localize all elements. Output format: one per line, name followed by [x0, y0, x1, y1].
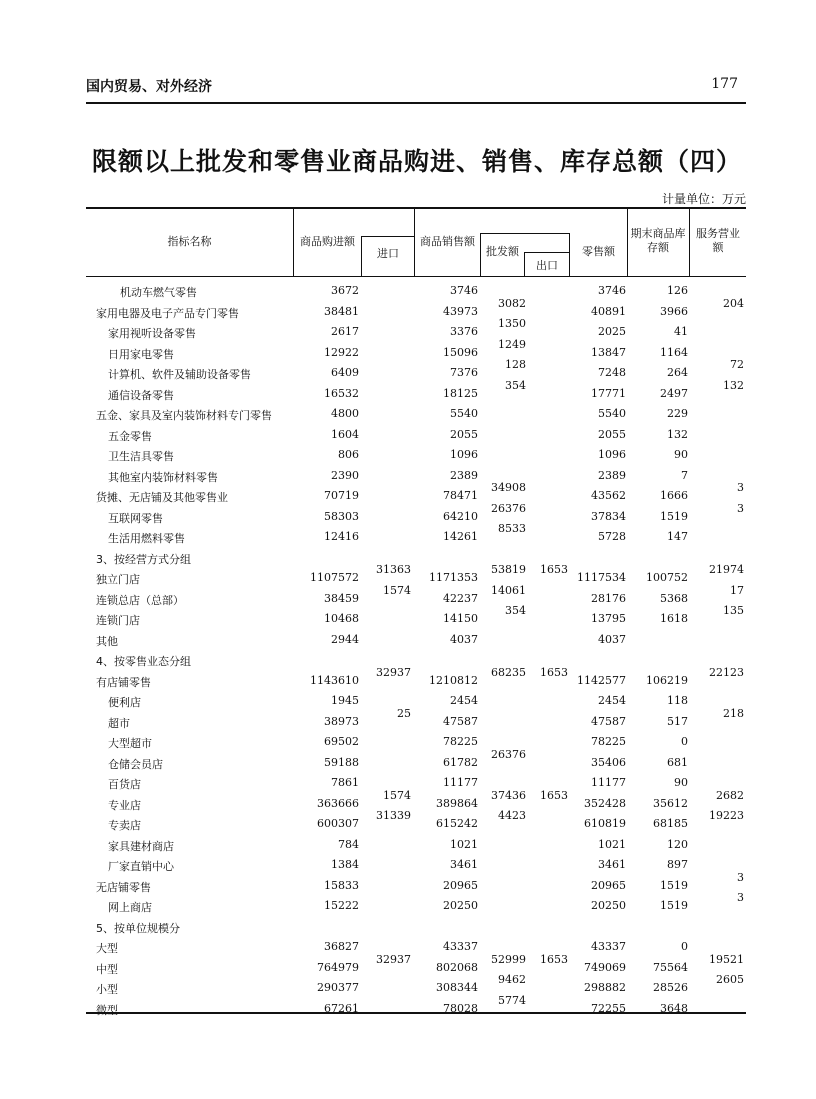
cell-wholesale: 1350	[498, 317, 526, 330]
row-label: 生活用燃料零售	[108, 532, 185, 545]
row-label: 大型超市	[108, 737, 152, 750]
cell-inventory: 517	[667, 714, 688, 728]
row-label: 家具建材商店	[108, 839, 174, 853]
cell-sales: 7376	[450, 366, 478, 379]
table-row	[86, 358, 746, 383]
col-header-import: 进口	[377, 247, 399, 260]
cell-sales: 64210	[443, 509, 478, 523]
table-row	[86, 378, 746, 404]
cell-sales: 15096	[443, 345, 478, 359]
cell-inventory: 41	[674, 325, 688, 338]
cell-sales: 47587	[443, 714, 478, 728]
cell-retail: 2055	[598, 427, 626, 441]
cell-purchase: 38459	[324, 591, 359, 605]
table-row	[86, 425, 746, 445]
col-header-name: 指标名称	[167, 235, 212, 248]
cell-inventory: 1666	[660, 489, 688, 502]
cell-purchase: 784	[338, 837, 359, 851]
row-label: 机动车燃气零售	[120, 286, 197, 299]
cell-sales: 2454	[450, 694, 478, 707]
cell-wholesale: 354	[505, 378, 526, 392]
cell-sales: 615242	[436, 817, 478, 830]
row-label: 互联网零售	[108, 511, 163, 525]
cell-service: 135	[723, 604, 744, 617]
table-row	[86, 445, 746, 465]
cell-sales: 802068	[436, 960, 478, 974]
table-row	[86, 501, 746, 527]
cell-service: 3	[737, 891, 744, 904]
cell-wholesale: 3082	[498, 296, 526, 310]
col-header-retail: 零售额	[582, 245, 615, 258]
cell-inventory: 118	[667, 694, 688, 707]
cell-retail: 17771	[591, 386, 626, 400]
cell-sales: 2055	[450, 427, 478, 441]
page-number: 177	[711, 76, 738, 92]
cell-service: 72	[730, 358, 744, 371]
wholesale-rule	[480, 233, 569, 234]
col-header-wholesale: 批发额	[486, 245, 519, 258]
table-row	[86, 747, 746, 773]
cell-sales: 14150	[443, 612, 478, 625]
cell-sales: 1171353	[429, 571, 478, 584]
cell-purchase: 2944	[331, 632, 359, 646]
cell-import: 32937	[376, 952, 411, 966]
row-label: 独立门店	[96, 573, 140, 586]
cell-sales: 43337	[443, 940, 478, 953]
cell-retail: 40891	[591, 304, 626, 318]
cell-inventory: 5368	[660, 591, 688, 605]
table-row	[86, 317, 746, 342]
cell-inventory: 35612	[653, 796, 688, 810]
cell-inventory: 0	[681, 735, 688, 748]
cell-purchase: 764979	[317, 960, 359, 974]
cell-inventory: 1164	[660, 345, 688, 359]
cell-sales: 20250	[443, 899, 478, 912]
cell-retail: 11177	[591, 776, 626, 789]
cell-service: 3	[737, 501, 744, 515]
row-label: 网上商店	[108, 901, 152, 914]
cell-export: 1653	[540, 952, 568, 966]
cell-inventory: 100752	[646, 571, 688, 584]
cell-sales: 18125	[443, 386, 478, 400]
cell-purchase: 2390	[331, 468, 359, 482]
cell-service: 3	[737, 481, 744, 494]
row-label: 厂家直销中心	[108, 860, 174, 873]
cell-service: 132	[723, 378, 744, 392]
cell-import: 1574	[383, 583, 411, 597]
table-top-rule	[86, 207, 746, 209]
cell-purchase: 3672	[331, 284, 359, 297]
row-label: 卫生洁具零售	[108, 450, 174, 463]
cell-inventory: 1519	[660, 878, 688, 892]
cell-inventory: 2497	[660, 386, 688, 400]
cell-sales: 3746	[450, 284, 478, 297]
cell-retail: 1096	[598, 448, 626, 461]
cell-service: 2682	[716, 788, 744, 802]
cell-inventory: 1618	[660, 612, 688, 625]
table-row	[86, 466, 746, 486]
cell-purchase: 69502	[324, 735, 359, 748]
table-row	[86, 404, 746, 424]
cell-purchase: 59188	[324, 755, 359, 769]
table-row	[86, 481, 746, 506]
cell-inventory: 126	[667, 284, 688, 297]
cell-retail: 78225	[591, 735, 626, 748]
cell-sales: 11177	[443, 776, 478, 789]
cell-sales: 78471	[443, 489, 478, 502]
cell-inventory: 147	[667, 530, 688, 543]
cell-retail: 1117534	[577, 571, 626, 584]
table-row	[86, 630, 746, 650]
cell-sales: 14261	[443, 530, 478, 543]
col-header-service: 服务营业额	[696, 227, 740, 254]
table-row	[86, 809, 746, 834]
cell-retail: 47587	[591, 714, 626, 728]
cell-service: 19223	[709, 809, 744, 822]
row-label: 五金、家具及室内装饰材料专门零售	[96, 409, 272, 422]
row-label: 专卖店	[108, 819, 141, 832]
row-label: 大型	[96, 942, 118, 955]
row-label: 3、按经营方式分组	[96, 552, 191, 566]
running-header	[86, 76, 746, 98]
cell-wholesale: 52999	[491, 952, 526, 966]
col-header-sales: 商品销售额	[420, 235, 475, 248]
col-header-purchase: 商品购进额	[300, 235, 355, 248]
cell-retail: 20250	[591, 899, 626, 912]
table-row	[86, 563, 746, 588]
cell-inventory: 3966	[660, 304, 688, 318]
cell-purchase: 15833	[324, 878, 359, 892]
table-row	[86, 337, 746, 363]
cell-sales: 308344	[436, 981, 478, 994]
table-row	[86, 788, 746, 814]
cell-wholesale: 34908	[491, 481, 526, 494]
cell-purchase: 1107572	[310, 571, 359, 584]
cell-purchase: 600307	[317, 817, 359, 830]
cell-wholesale: 5774	[498, 993, 526, 1007]
cell-sales: 42237	[443, 591, 478, 605]
row-label: 计算机、软件及辅助设备零售	[108, 368, 251, 381]
cell-purchase: 67261	[324, 1001, 359, 1015]
cell-purchase: 363666	[317, 796, 359, 810]
table-row	[86, 281, 746, 301]
cell-inventory: 132	[667, 427, 688, 441]
col-divider	[689, 207, 690, 277]
col-header-inventory: 期末商品库存额	[630, 227, 686, 254]
table-row	[86, 835, 746, 855]
section-title: 国内贸易、对外经济	[86, 79, 212, 95]
table-row	[86, 973, 746, 998]
cell-purchase: 1384	[331, 858, 359, 871]
cell-retail: 5728	[598, 530, 626, 543]
cell-retail: 3746	[598, 284, 626, 297]
cell-inventory: 1519	[660, 899, 688, 912]
cell-retail: 2454	[598, 694, 626, 707]
row-label: 其他	[96, 634, 118, 648]
cell-retail: 298882	[584, 981, 626, 994]
row-label: 家用电器及电子产品专门零售	[96, 306, 239, 320]
table-row	[86, 691, 746, 711]
row-label: 专业店	[108, 798, 141, 812]
row-label: 家用视听设备零售	[108, 327, 196, 340]
cell-purchase: 1604	[331, 427, 359, 441]
cell-retail: 1021	[598, 837, 626, 851]
cell-retail: 3461	[598, 858, 626, 871]
table-row	[86, 522, 746, 547]
cell-purchase: 290377	[317, 981, 359, 994]
cell-inventory: 7	[681, 468, 688, 482]
row-label: 仓储会员店	[108, 757, 163, 771]
cell-wholesale: 8533	[498, 522, 526, 535]
cell-retail: 352428	[584, 796, 626, 810]
cell-purchase: 7861	[331, 776, 359, 789]
table-row	[86, 773, 746, 793]
cell-inventory: 75564	[653, 960, 688, 974]
cell-wholesale: 354	[505, 604, 526, 617]
cell-retail: 2025	[598, 325, 626, 338]
table-row	[86, 732, 746, 752]
cell-service: 204	[723, 296, 744, 310]
data-table	[86, 207, 746, 1017]
cell-wholesale: 37436	[491, 788, 526, 802]
cell-purchase: 38973	[324, 714, 359, 728]
cell-purchase: 12416	[324, 530, 359, 543]
cell-retail: 13795	[591, 612, 626, 625]
cell-sales: 1096	[450, 448, 478, 461]
cell-sales: 1021	[450, 837, 478, 851]
cell-wholesale: 9462	[498, 973, 526, 986]
cell-inventory: 28526	[653, 981, 688, 994]
cell-export: 1653	[540, 788, 568, 802]
cell-inventory: 264	[667, 366, 688, 379]
cell-purchase: 2617	[331, 325, 359, 338]
cell-sales: 61782	[443, 755, 478, 769]
cell-sales: 3376	[450, 325, 478, 338]
cell-service: 17	[730, 583, 744, 597]
cell-purchase: 4800	[331, 407, 359, 420]
table-title: 限额以上批发和零售业商品购进、销售、库存总额（四）	[92, 147, 743, 176]
cell-wholesale: 26376	[491, 501, 526, 515]
cell-purchase: 36827	[324, 940, 359, 953]
cell-wholesale: 26376	[491, 747, 526, 761]
table-row	[86, 870, 746, 896]
table-row	[86, 891, 746, 916]
cell-purchase: 6409	[331, 366, 359, 379]
cell-inventory: 90	[674, 776, 688, 789]
cell-wholesale: 1249	[498, 337, 526, 351]
table-row	[86, 548, 746, 568]
table-row	[86, 604, 746, 629]
cell-inventory: 897	[667, 858, 688, 871]
cell-inventory: 3648	[660, 1001, 688, 1015]
table-row	[86, 706, 746, 732]
cell-purchase: 806	[338, 448, 359, 461]
cell-sales: 1210812	[429, 673, 478, 687]
cell-import: 31363	[376, 563, 411, 576]
row-label: 五金零售	[108, 429, 152, 443]
row-label: 便利店	[108, 696, 141, 709]
cell-retail: 7248	[598, 366, 626, 379]
cell-import: 1574	[383, 788, 411, 802]
cell-sales: 20965	[443, 878, 478, 892]
header-bottom-rule	[86, 276, 746, 277]
cell-service: 19521	[709, 952, 744, 966]
cell-sales: 2389	[450, 468, 478, 482]
cell-wholesale: 14061	[491, 583, 526, 597]
cell-purchase: 10468	[324, 612, 359, 625]
row-label: 有店铺零售	[96, 675, 151, 689]
cell-purchase: 58303	[324, 509, 359, 523]
cell-retail: 2389	[598, 468, 626, 482]
cell-retail: 35406	[591, 755, 626, 769]
cell-wholesale: 4423	[498, 809, 526, 822]
header-rule	[86, 102, 746, 104]
table-row	[86, 993, 746, 1019]
table-row	[86, 937, 746, 957]
cell-wholesale: 128	[505, 358, 526, 371]
cell-purchase: 1945	[331, 694, 359, 707]
unit-label: 计量单位：万元	[661, 192, 746, 206]
row-label: 连锁门店	[96, 614, 140, 627]
col-divider	[627, 207, 628, 277]
col-header-export: 出口	[536, 259, 558, 272]
cell-purchase: 12922	[324, 345, 359, 359]
cell-sales: 389864	[436, 796, 478, 810]
row-label: 日用家电零售	[108, 347, 174, 361]
cell-inventory: 106219	[646, 673, 688, 687]
cell-retail: 4037	[598, 632, 626, 646]
cell-sales: 78028	[443, 1001, 478, 1015]
cell-purchase: 1143610	[310, 673, 359, 687]
row-label: 4、按零售业态分组	[96, 655, 191, 668]
row-label: 小型	[96, 983, 118, 996]
row-label: 其他室内装饰材料零售	[108, 470, 218, 484]
cell-inventory: 90	[674, 448, 688, 461]
cell-retail: 13847	[591, 345, 626, 359]
row-label: 无店铺零售	[96, 880, 151, 894]
cell-import: 31339	[376, 809, 411, 822]
table-row	[86, 650, 746, 670]
cell-inventory: 1519	[660, 509, 688, 523]
cell-retail: 5540	[598, 407, 626, 420]
cell-inventory: 68185	[653, 817, 688, 830]
cell-inventory: 229	[667, 407, 688, 420]
cell-service: 21974	[709, 563, 744, 576]
row-label: 5、按单位规模分	[96, 921, 180, 935]
row-label: 超市	[108, 716, 130, 730]
cell-retail: 610819	[584, 817, 626, 830]
cell-inventory: 120	[667, 837, 688, 851]
row-label: 通信设备零售	[108, 388, 174, 402]
cell-retail: 43562	[591, 489, 626, 502]
table-row	[86, 855, 746, 875]
cell-service: 218	[723, 706, 744, 720]
cell-inventory: 681	[667, 755, 688, 769]
cell-purchase: 16532	[324, 386, 359, 400]
table-row	[86, 665, 746, 691]
row-label: 中型	[96, 962, 118, 976]
cell-export: 1653	[540, 563, 568, 576]
cell-retail: 20965	[591, 878, 626, 892]
table-row	[86, 952, 746, 978]
cell-inventory: 0	[681, 940, 688, 953]
row-label: 连锁总店（总部）	[96, 593, 184, 607]
cell-retail: 43337	[591, 940, 626, 953]
table-row	[86, 583, 746, 609]
cell-retail: 37834	[591, 509, 626, 523]
row-label: 货摊、无店铺及其他零售业	[96, 491, 228, 504]
cell-sales: 78225	[443, 735, 478, 748]
cell-retail: 28176	[591, 591, 626, 605]
cell-wholesale: 68235	[491, 665, 526, 679]
export-rule	[524, 252, 569, 253]
row-label: 微型	[96, 1003, 118, 1017]
cell-purchase: 70719	[324, 489, 359, 502]
cell-sales: 4037	[450, 632, 478, 646]
cell-export: 1653	[540, 665, 568, 679]
cell-sales: 5540	[450, 407, 478, 420]
cell-retail: 749069	[584, 960, 626, 974]
cell-sales: 43973	[443, 304, 478, 318]
table-row	[86, 917, 746, 937]
row-label: 百货店	[108, 778, 141, 791]
import-rule	[361, 236, 414, 237]
cell-retail: 72255	[591, 1001, 626, 1015]
cell-wholesale: 53819	[491, 563, 526, 576]
cell-import: 32937	[376, 665, 411, 679]
cell-service: 22123	[709, 665, 744, 679]
cell-retail: 1142577	[577, 673, 626, 687]
cell-service: 2605	[716, 973, 744, 986]
cell-import: 25	[397, 706, 411, 720]
cell-purchase: 15222	[324, 899, 359, 912]
table-row	[86, 296, 746, 322]
cell-purchase: 38481	[324, 304, 359, 318]
cell-sales: 3461	[450, 858, 478, 871]
cell-service: 3	[737, 870, 744, 884]
